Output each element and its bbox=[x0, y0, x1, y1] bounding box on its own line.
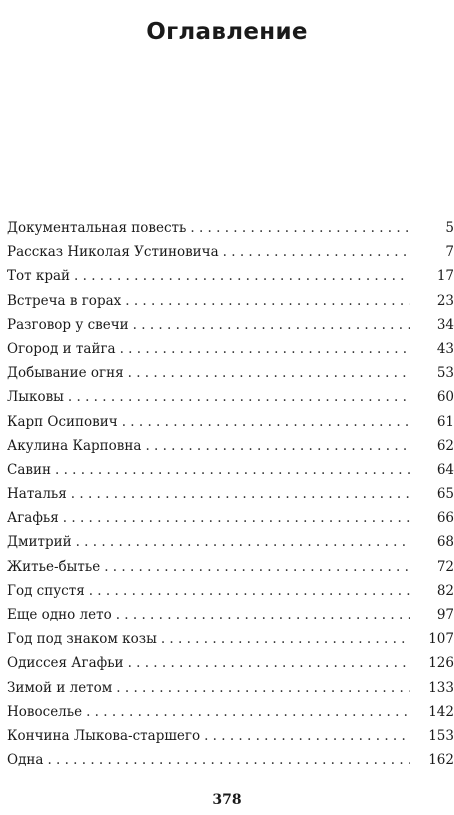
toc-entry-title: Акулина Карповна bbox=[7, 434, 145, 458]
toc-entry-title: Рассказ Николая Устиновича bbox=[7, 240, 223, 264]
toc-entry bbox=[7, 627, 454, 651]
dot-leader bbox=[116, 676, 410, 700]
dot-leader bbox=[133, 313, 410, 337]
toc-entry bbox=[7, 313, 454, 337]
toc-entry-title: Агафья bbox=[7, 506, 63, 530]
dot-leader bbox=[76, 530, 410, 554]
toc-entry-title: Еще одно лето bbox=[7, 603, 116, 627]
page-number: 378 bbox=[212, 792, 242, 808]
toc-entry bbox=[7, 530, 454, 554]
toc-entry-page: 126 bbox=[428, 655, 454, 672]
toc-entry-title: Карп Осипович bbox=[7, 410, 122, 434]
toc-entry bbox=[7, 458, 454, 482]
dot-leader bbox=[63, 506, 410, 530]
toc-entry-title: Одиссея Агафьи bbox=[7, 651, 128, 675]
dot-leader bbox=[68, 385, 410, 409]
dot-leader bbox=[204, 724, 410, 748]
toc-entry bbox=[7, 482, 454, 506]
toc-entry-title: Одна bbox=[7, 748, 47, 772]
toc-entry bbox=[7, 676, 454, 700]
dot-leader bbox=[86, 700, 410, 724]
toc-entry-page: 142 bbox=[428, 703, 454, 720]
toc-entry-page: 66 bbox=[436, 510, 454, 527]
toc-entry bbox=[7, 361, 454, 385]
toc-entry-page: 65 bbox=[436, 486, 454, 503]
dot-leader bbox=[223, 240, 410, 264]
toc-entry-page: 162 bbox=[428, 752, 454, 769]
toc-entry bbox=[7, 216, 454, 240]
dot-leader bbox=[190, 216, 410, 240]
toc-entry-page: 64 bbox=[436, 461, 454, 478]
toc-entry-title: Разговор у свечи bbox=[7, 313, 133, 337]
toc-entry-page: 68 bbox=[436, 534, 454, 551]
dot-leader bbox=[128, 651, 410, 675]
toc-entry-title: Кончина Лыкова-старшего bbox=[7, 724, 204, 748]
toc-entry-page: 82 bbox=[436, 582, 454, 599]
toc-entry bbox=[7, 506, 454, 530]
toc-entry-page: 17 bbox=[436, 268, 454, 285]
toc-entry-title: Савин bbox=[7, 458, 55, 482]
toc-entry-title: Документальная повесть bbox=[7, 216, 190, 240]
toc-entry bbox=[7, 579, 454, 603]
toc-entry-title: Огород и тайга bbox=[7, 337, 120, 361]
dot-leader bbox=[116, 603, 410, 627]
dot-leader bbox=[104, 555, 410, 579]
toc-entry bbox=[7, 434, 454, 458]
toc-entry-page: 153 bbox=[428, 727, 454, 744]
dot-leader bbox=[89, 579, 410, 603]
dot-leader bbox=[128, 361, 410, 385]
toc-entry-title: Дмитрий bbox=[7, 530, 76, 554]
toc-entry bbox=[7, 240, 454, 264]
dot-leader bbox=[145, 434, 410, 458]
toc-entry-title: Год спустя bbox=[7, 579, 89, 603]
toc-entry-page: 97 bbox=[436, 607, 454, 623]
dot-leader bbox=[71, 482, 410, 506]
toc-entry bbox=[7, 410, 454, 434]
dot-leader bbox=[55, 458, 410, 482]
toc-entry bbox=[7, 337, 454, 361]
toc-entry-page: 107 bbox=[428, 631, 454, 648]
toc-entry-page: 34 bbox=[436, 316, 454, 333]
toc-entry bbox=[7, 748, 454, 772]
dot-leader bbox=[122, 410, 410, 434]
toc-entry-page: 60 bbox=[436, 389, 454, 406]
dot-leader bbox=[47, 748, 410, 772]
toc-entry-title: Добывание огня bbox=[7, 361, 128, 385]
toc-entry-page: 53 bbox=[436, 365, 454, 382]
toc-entry bbox=[7, 700, 454, 724]
toc-entry bbox=[7, 724, 454, 748]
toc-entry bbox=[7, 651, 454, 675]
table-of-contents bbox=[7, 216, 454, 772]
toc-entry-title: Тот край bbox=[7, 264, 74, 288]
toc-entry-page: 72 bbox=[436, 558, 454, 575]
toc-entry-page: 5 bbox=[445, 220, 454, 236]
toc-entry-page: 133 bbox=[428, 679, 454, 696]
dot-leader bbox=[120, 337, 410, 361]
toc-entry-page: 7 bbox=[445, 244, 454, 261]
toc-entry bbox=[7, 385, 454, 409]
toc-entry-title: Встреча в горах bbox=[7, 289, 125, 313]
toc-entry-page: 61 bbox=[436, 413, 454, 430]
toc-entry-title: Лыковы bbox=[7, 385, 68, 409]
toc-entry-page: 43 bbox=[436, 340, 454, 357]
toc-entry bbox=[7, 555, 454, 579]
dot-leader bbox=[125, 289, 410, 313]
toc-entry-page: 62 bbox=[436, 437, 454, 454]
toc-entry-title: Зимой и летом bbox=[7, 676, 116, 700]
dot-leader bbox=[161, 627, 410, 651]
toc-entry bbox=[7, 289, 454, 313]
toc-entry-page: 23 bbox=[436, 292, 454, 309]
toc-entry bbox=[7, 603, 454, 627]
dot-leader bbox=[74, 264, 410, 288]
toc-entry-title: Житье-бытье bbox=[7, 555, 104, 579]
toc-entry-title: Новоселье bbox=[7, 700, 86, 724]
page-title: Оглавление bbox=[146, 19, 308, 46]
toc-entry bbox=[7, 264, 454, 288]
toc-entry-title: Наталья bbox=[7, 482, 71, 506]
toc-entry-title: Год под знаком козы bbox=[7, 627, 161, 651]
